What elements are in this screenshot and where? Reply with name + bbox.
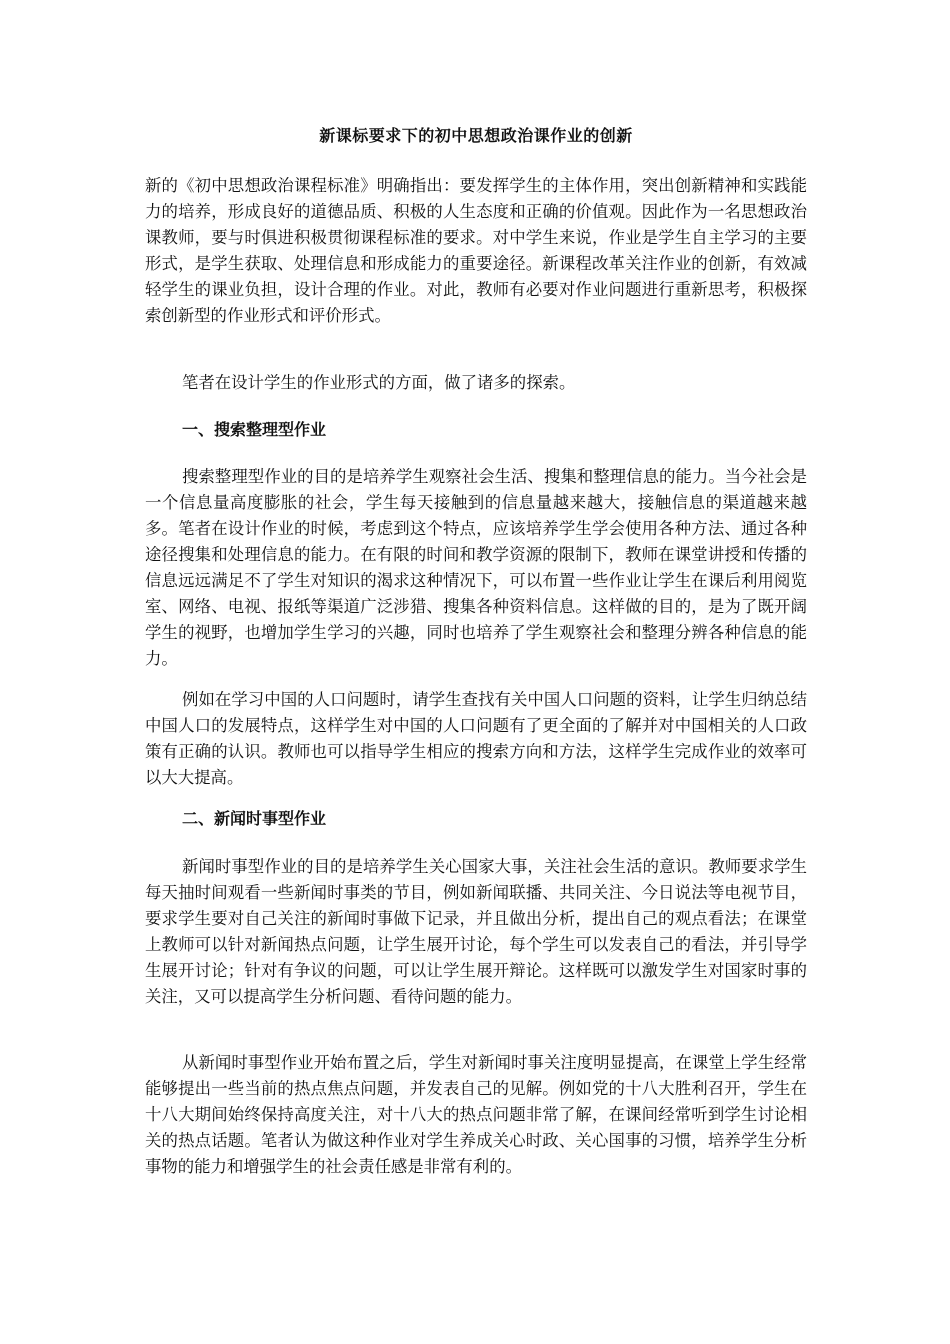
section-2-paragraph-1: 新闻时事型作业的目的是培养学生关心国家大事，关注社会生活的意识。教师要求学生每天抽时间观看一些新闻时事类的节目，例如新闻联播、共同关注、今日说法等电视节目，要求学生要对自己关注的新闻时事做下记录，并且做出分析，提出自己的观点看法；在课堂上教师可以针对新闻热点问题，让学生展开讨论，每个学生可以发表自己的看法，并引导学生展开讨论；针对有争议的问题，可以让学生展开辩论。这样既可以激发学生对国家时事的关注，又可以提高学生分析问题、看待问题的能力。	[145, 857, 807, 1006]
section-1-paragraph-1: 搜索整理型作业的目的是培养学生观察社会生活、搜集和整理信息的能力。当今社会是一个信息量高度膨胀的社会，学生每天接触到的信息量越来越大，接触信息的渠道越来越多。笔者在设计作业的时候，考虑到这个特点，应该培养学生学会使用各种方法、通过各种途径搜集和处理信息的能力。在有限的时间和教学资源的限制下，教师在课堂讲授和传播的信息远远满足不了学生对知识的渴求这种情况下，可以布置一些作业让学生在课后利用阅览室、网络、电视、报纸等渠道广泛涉猎、搜集各种资料信息。这样做的目的，是为了既开阔学生的视野，也增加学生学习的兴趣，同时也培养了学生观察社会和整理分辨各种信息的能力。	[145, 467, 807, 668]
section-2-heading: 二、新闻时事型作业	[182, 809, 327, 828]
section-2-paragraph-2: 从新闻时事型作业开始布置之后，学生对新闻时事关注度明显提高，在课堂上学生经常能够提出一些当前的热点焦点问题，并发表自己的见解。例如党的十八大胜利召开，学生在十八大期间始终保持高度关注，对十八大的热点问题非常了解，在课间经常听到学生讨论相关的热点话题。笔者认为做这种作业对学生养成关心时政、关心国事的习惯，培养学生分析事物的能力和增强学生的社会责任感是非常有利的。	[145, 1053, 807, 1176]
intro-paragraph: 新的《初中思想政治课程标准》明确指出：要发挥学生的主体作用，突出创新精神和实践能力的培养，形成良好的道德品质、积极的人生态度和正确的价值观。因此作为一名思想政治课教师，要与时俱进积极贯彻课程标准的要求。对中学生来说，作业是学生自主学习的主要形式，是学生获取、处理信息和形成能力的重要途径。新课程改革关注作业的创新，有效减轻学生的课业负担，设计合理的作业。对此，教师有必要对作业问题进行重新思考，积极探索创新型的作业形式和评价形式。	[145, 176, 807, 325]
lead-paragraph: 笔者在设计学生的作业形式的方面，做了诸多的探索。	[182, 373, 576, 392]
section-1-heading: 一、搜索整理型作业	[182, 420, 327, 439]
document-title: 新课标要求下的初中思想政治课作业的创新	[319, 126, 633, 145]
section-1-paragraph-2: 例如在学习中国的人口问题时，请学生查找有关中国人口问题的资料，让学生归纳总结中国人口的发展特点，这样学生对中国的人口问题有了更全面的了解并对中国相关的人口政策有正确的认识。教师也可以指导学生相应的搜索方向和方法，这样学生完成作业的效率可以大大提高。	[145, 690, 807, 787]
